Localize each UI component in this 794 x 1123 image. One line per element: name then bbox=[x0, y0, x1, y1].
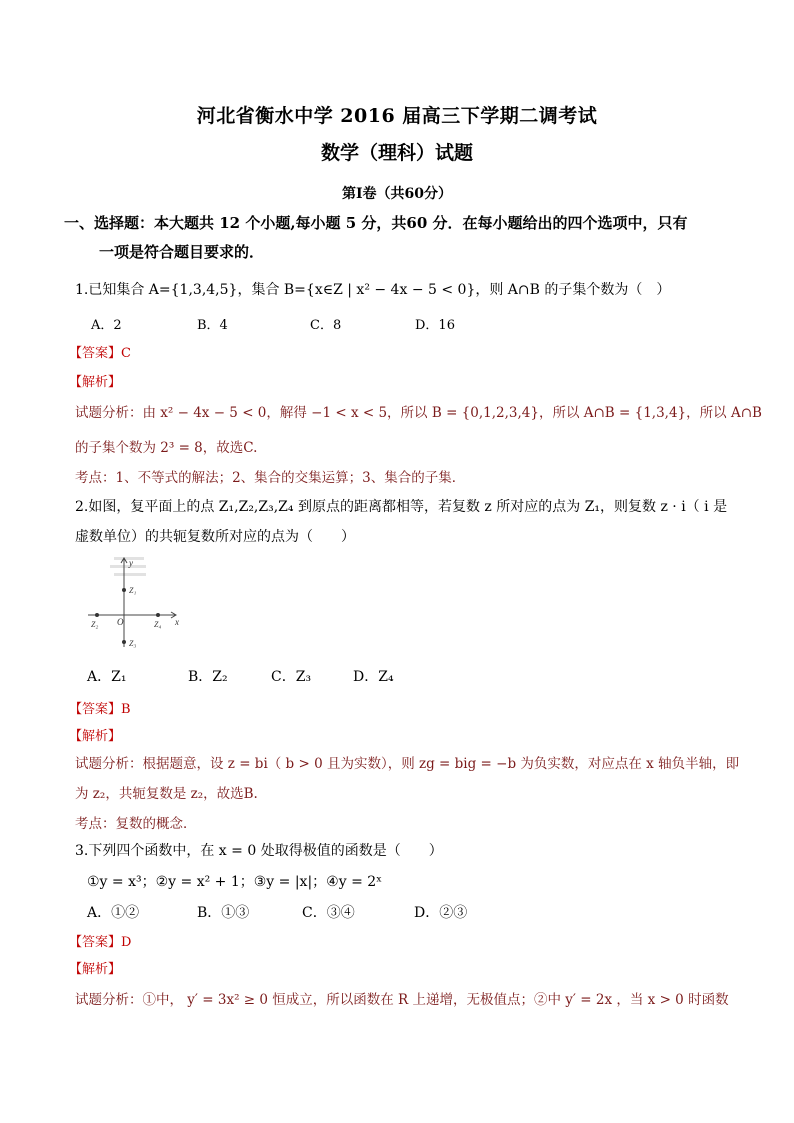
q2-stem-line2: 虚数单位）的共轭复数所对应的点为（ ） bbox=[75, 529, 355, 545]
q2-option-d: D．Z₄ bbox=[353, 669, 394, 685]
point-z1 bbox=[122, 588, 126, 592]
q2-stem-line1: 2.如图，复平面上的点 Z₁,Z₂,Z₃,Z₄ 到原点的距离都相等，若复数 z 所对应的点为 Z₁，则复数 z · i（ i 是 bbox=[75, 499, 728, 515]
q2-option-c: C．Z₃ bbox=[271, 669, 312, 685]
q3-analysis-line1: 试题分析：①中， y′ = 3x² ≥ 0 恒成立，所以函数在 R 上递增，无极值点；②中 y′ = 2x ，当 x > 0 时函数 bbox=[75, 992, 729, 1008]
y-axis-label: y bbox=[129, 558, 133, 568]
section-instructions-1: 一、选择题：本大题共 12 个小题,每小题 5 分，共60 分．在每小题给出的四个选项中，只有 bbox=[64, 214, 688, 232]
q1-option-c: C．8 bbox=[310, 318, 342, 333]
q2-analysis-line2: 为 z₂，共轭复数是 z₂，故选B. bbox=[75, 786, 258, 802]
z1-label: Z₁ bbox=[129, 586, 137, 595]
z3-label: Z₃ bbox=[129, 639, 137, 648]
q1-option-b: B．4 bbox=[197, 318, 228, 333]
q2-option-a: A．Z₁ bbox=[87, 669, 127, 685]
q1-option-d: D．16 bbox=[415, 318, 455, 333]
q3-option-a: A．①② bbox=[87, 905, 140, 921]
part-heading: 第Ⅰ卷（共60分） bbox=[341, 186, 453, 202]
q3-option-b: B．①③ bbox=[197, 905, 250, 921]
point-z4 bbox=[156, 613, 160, 617]
x-axis-label: x bbox=[175, 617, 179, 627]
q2-knowledge-points: 考点：复数的概念． bbox=[75, 816, 197, 832]
q3-analysis-label: 【解析】 bbox=[69, 962, 122, 977]
complex-plane-figure bbox=[84, 553, 190, 655]
z2-label: Z₂ bbox=[91, 620, 99, 629]
q2-option-b: B．Z₂ bbox=[188, 669, 228, 685]
q3-option-d: D．②③ bbox=[414, 905, 468, 921]
origin-label: O bbox=[117, 617, 124, 627]
exam-subtitle: 数学（理科）试题 bbox=[320, 142, 473, 164]
q3-option-c: C．③④ bbox=[302, 905, 355, 921]
q1-knowledge-points: 考点：1、不等式的解法；2、集合的交集运算；3、集合的子集． bbox=[75, 470, 466, 486]
q3-stem: 3.下列四个函数中，在 x = 0 处取得极值的函数是（ ） bbox=[75, 843, 443, 859]
q1-answer: 【答案】C bbox=[69, 346, 131, 361]
q1-analysis-line1: 试题分析：由 x² − 4x − 5 < 0，解得 −1 < x < 5，所以 B = {0,1,2,3,4}，所以 A∩B = {1,3,4}，所以 A∩B bbox=[75, 405, 762, 421]
z4-label: Z₄ bbox=[154, 620, 162, 629]
figure-watermark bbox=[110, 557, 146, 576]
q2-analysis-label: 【解析】 bbox=[69, 729, 122, 744]
exam-title: 河北省衡水中学 2016 届高三下学期二调考试 bbox=[196, 105, 598, 127]
point-z3 bbox=[122, 640, 126, 644]
q3-answer: 【答案】D bbox=[69, 935, 132, 950]
q2-analysis-line1: 试题分析：根据题意，设 z = bi（ b > 0 且为实数），则 zg = big = −b 为负实数，对应点在 x 轴负半轴，即 bbox=[75, 756, 740, 772]
point-z2 bbox=[95, 613, 99, 617]
q1-stem: 1.已知集合 A={1,3,4,5}，集合 B={x∈Z | x² − 4x − 5 < 0}，则 A∩B 的子集个数为（ ） bbox=[75, 282, 671, 298]
q2-answer: 【答案】B bbox=[69, 702, 131, 717]
section-instructions-2: 一项是符合题目要求的． bbox=[99, 243, 265, 261]
q1-analysis-label: 【解析】 bbox=[69, 375, 122, 390]
q3-functions: ①y = x³；②y = x² + 1；③y = |x|；④y = 2ˣ bbox=[87, 874, 383, 890]
q1-analysis-line2: 的子集个数为 2³ = 8，故选C. bbox=[75, 440, 258, 456]
q1-option-a: A．2 bbox=[91, 318, 122, 333]
